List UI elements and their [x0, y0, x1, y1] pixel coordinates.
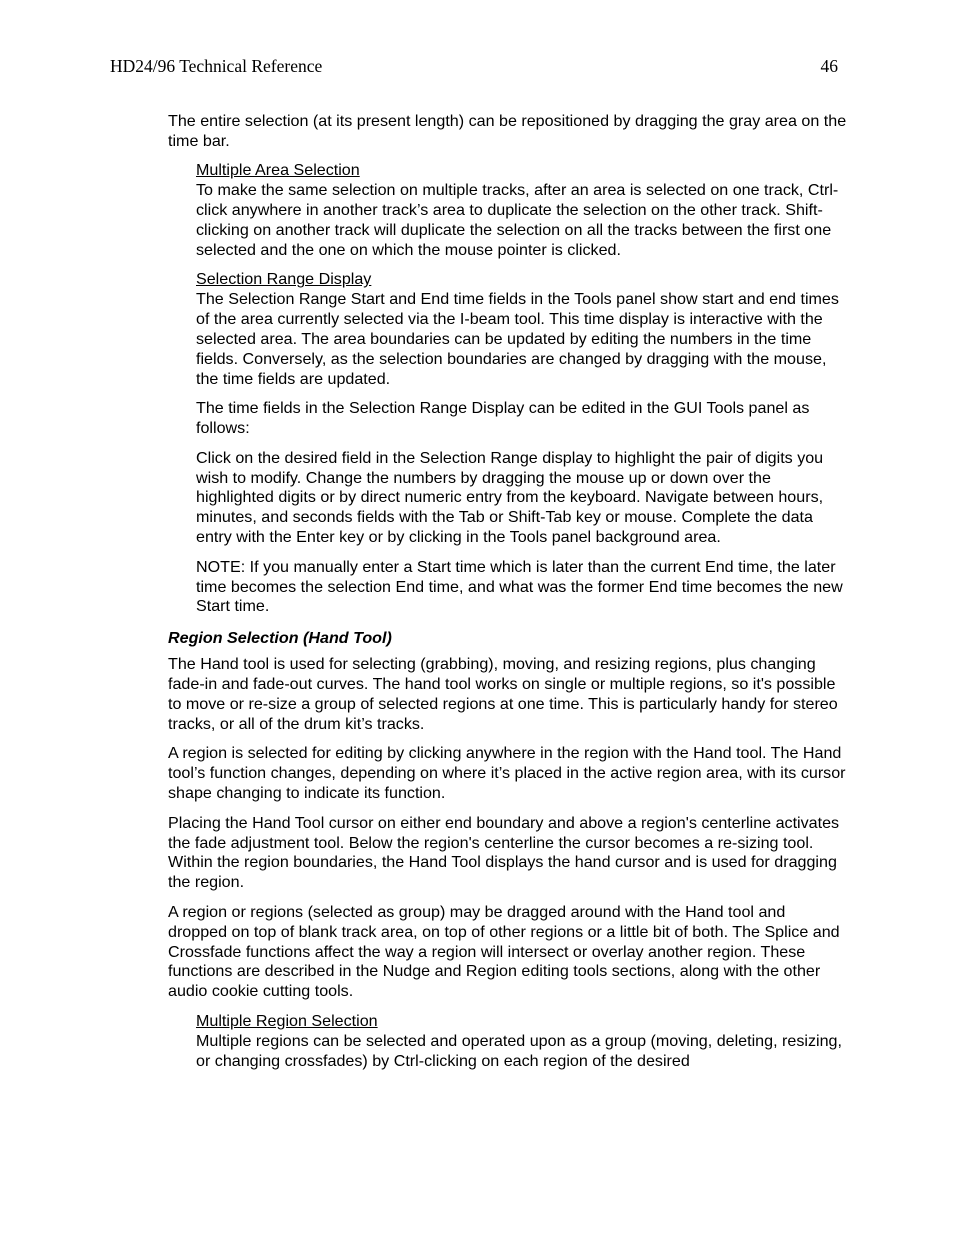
section-multiple-region-selection [196, 1012, 848, 1072]
paragraph-reposition: The entire selection (at its present length) can be repositioned by dragging the gray area on the time bar. [168, 112, 847, 150]
page-header [110, 56, 838, 80]
paragraph-region-group: A region or regions (selected as group) may be dragged around with the Hand tool and dropped on top of blank track area, on top of other regions or a little bit of both. The Splice and Crossfade functions affect the way a region will intersect or overlay another region. These functions are described in the Nudge and Region editing tools sections, along with the other audio cookie cutting tools. [168, 902, 840, 1001]
subheading-multiple-area-selection: Multiple Area Selection [196, 161, 360, 180]
paragraph-note: NOTE: If you manually enter a Start time which is later than the current End time, the later time becomes the selection End time, and what was the former End time becomes the new Start time. [196, 557, 843, 616]
paragraph-multiple-region-selection: Multiple regions can be selected and operated upon as a group (moving, deleting, resizing, or changing crossfades) by Ctrl-clicking on each region of the desired [196, 1031, 842, 1070]
subheading-selection-range-display: Selection Range Display [196, 270, 372, 289]
document-title: HD24/96 Technical Reference [110, 56, 323, 76]
heading-region-selection: Region Selection (Hand Tool) [168, 629, 392, 648]
subheading-multiple-region-selection: Multiple Region Selection [196, 1011, 378, 1030]
paragraph-click-field: Click on the desired field in the Selection Range display to highlight the pair of digits you wish to modify. Change the numbers by dragging the mouse up or down over the highlighted digits or by direct numeric entry from the keyboard. Navigate between hours, minutes, and seconds fields with the Tab or Shift-Tab key or mouse. Complete the data entry with the Enter key or by clicking in the Tools panel background area. [196, 448, 824, 547]
section-selection-range-display [196, 270, 848, 389]
paragraph-time-fields: The time fields in the Selection Range Display can be edited in the GUI Tools panel as follows: [196, 399, 810, 438]
paragraph-placing-cursor: Placing the Hand Tool cursor on either end boundary and above a region's centerline activates the fade adjustment tool. Below the region's centerline the cursor becomes a re-sizing tool. Within the region boundaries, the Hand Tool displays the hand cursor and is used for dragging the region. [168, 813, 840, 892]
paragraph-region-selected: A region is selected for editing by clicking anywhere in the region with the Hand tool. The Hand tool’s function changes, depending on where it’s placed in the active region area, with its cursor shape changing to indicate its function. [168, 744, 846, 803]
paragraph-selection-range-display: The Selection Range Start and End time fields in the Tools panel show start and end times of the area currently selected via the I-beam tool. This time display is interactive with the selected area. The area boundaries can be updated by editing the numbers in the time fields. Conversely, as the selection boundaries are changed by dragging with the mouse, the time fields are updated. [196, 290, 839, 388]
paragraph-hand-tool: The Hand tool is used for selecting (grabbing), moving, and resizing regions, plus changing fade-in and fade-out curves. The hand tool works on single or multiple regions, so it's possible to move or re-size a group of selected regions at one time. This is particularly handy for stereo tracks, or all of the drum kit’s tracks. [168, 655, 838, 733]
section-multiple-area-selection [196, 161, 848, 261]
paragraph-multiple-area-selection: To make the same selection on multiple tracks, after an area is selected on one track, Ctrl-click anywhere in another track’s area to duplicate the selection on the other track. Shift-clicking on another track will duplicate the selection on all the tracks between the first one selected and the one on which the mouse pointer is clicked. [196, 181, 839, 259]
page-body [168, 112, 848, 1081]
page-number: 46 [820, 56, 838, 76]
